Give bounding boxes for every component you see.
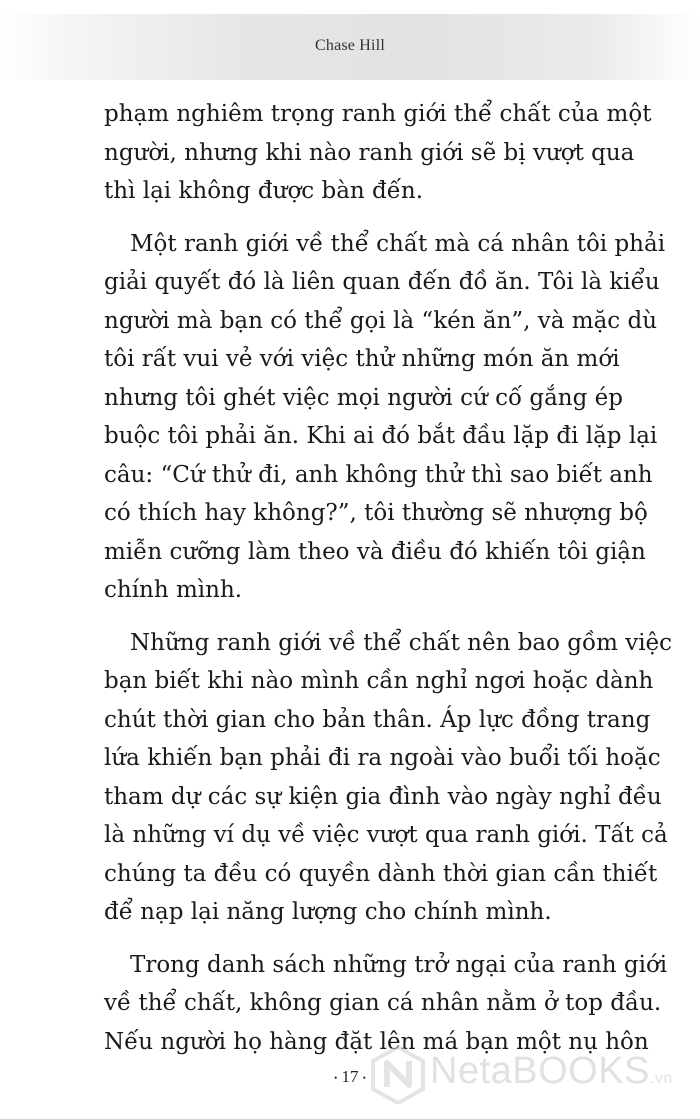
text-line: tham dự các sự kiện gia đình vào ngày nghỉ đều — [104, 783, 662, 810]
watermark-suffix: .vn — [649, 1070, 673, 1087]
text-line: bạn biết khi nào mình cần nghỉ ngơi hoặc dành — [104, 668, 654, 694]
text-line: buộc tôi phải ăn. Khi ai đó bắt đầu lặp đi lặp lại — [104, 423, 658, 449]
folio-dot-right: • — [362, 1073, 366, 1084]
text-line: có thích hay không?”, tôi thường sẽ nhượng bộ — [104, 500, 648, 526]
text-line: chính mình. — [104, 577, 243, 603]
text-line: người, nhưng khi nào ranh giới sẽ bị vượt qua — [104, 139, 635, 166]
text-line: chút thời gian cho bản thân. Áp lực đồng trang — [104, 706, 651, 733]
text-line: phạm nghiêm trọng ranh giới thể chất của một — [104, 101, 652, 127]
page-number-value: 17 — [341, 1067, 359, 1086]
text-line: câu: “Cứ thử đi, anh không thử thì sao biết anh — [104, 461, 653, 488]
running-head: Chase Hill — [315, 37, 385, 54]
text-line: lứa khiến bạn phải đi ra ngoài vào buổi tối hoặc — [104, 745, 661, 771]
paragraph-2 — [104, 225, 666, 610]
text-line: chúng ta đều có quyền dành thời gian cần thiết — [104, 860, 658, 887]
paragraph-1 — [104, 95, 652, 211]
text-line: về thể chất, không gian cá nhân nằm ở top đầu. — [104, 990, 662, 1016]
text-line: thì lại không được bàn đến. — [104, 178, 424, 204]
text-line: tôi rất vui vẻ với việc thử những món ăn mới — [104, 346, 620, 372]
text-line: giải quyết đó là liên quan đến đồ ăn. Tôi là kiểu — [104, 269, 660, 295]
text-line: để nạp lại năng lượng cho chính mình. — [104, 899, 552, 925]
book-n-logo-icon — [368, 1044, 428, 1104]
text-line: là những ví dụ về việc vượt qua ranh giới. Tất cả — [104, 822, 668, 848]
watermark-brand: NetaBOOKS.vn — [430, 1050, 673, 1092]
text-line: người mà bạn có thể gọi là “kén ăn”, và mặc dù — [104, 307, 658, 334]
paragraph-3 — [104, 624, 673, 932]
watermark — [368, 1044, 700, 1110]
text-line: nhưng tôi ghét việc mọi người cứ cố gắng ép — [104, 384, 623, 411]
text-line: Một ranh giới về thể chất mà cá nhân tôi phải — [130, 230, 666, 257]
text-line: Trong danh sách những trở ngại của ranh giới — [130, 951, 668, 978]
text-line: Những ranh giới về thể chất nên bao gồm việc — [130, 629, 673, 656]
folio-dot-left: • — [334, 1073, 338, 1084]
text-line: miễn cưỡng làm theo và điều đó khiến tôi giận — [104, 538, 646, 565]
text-line: Nếu người họ hàng đặt lên má bạn một nụ hôn — [104, 1028, 649, 1055]
